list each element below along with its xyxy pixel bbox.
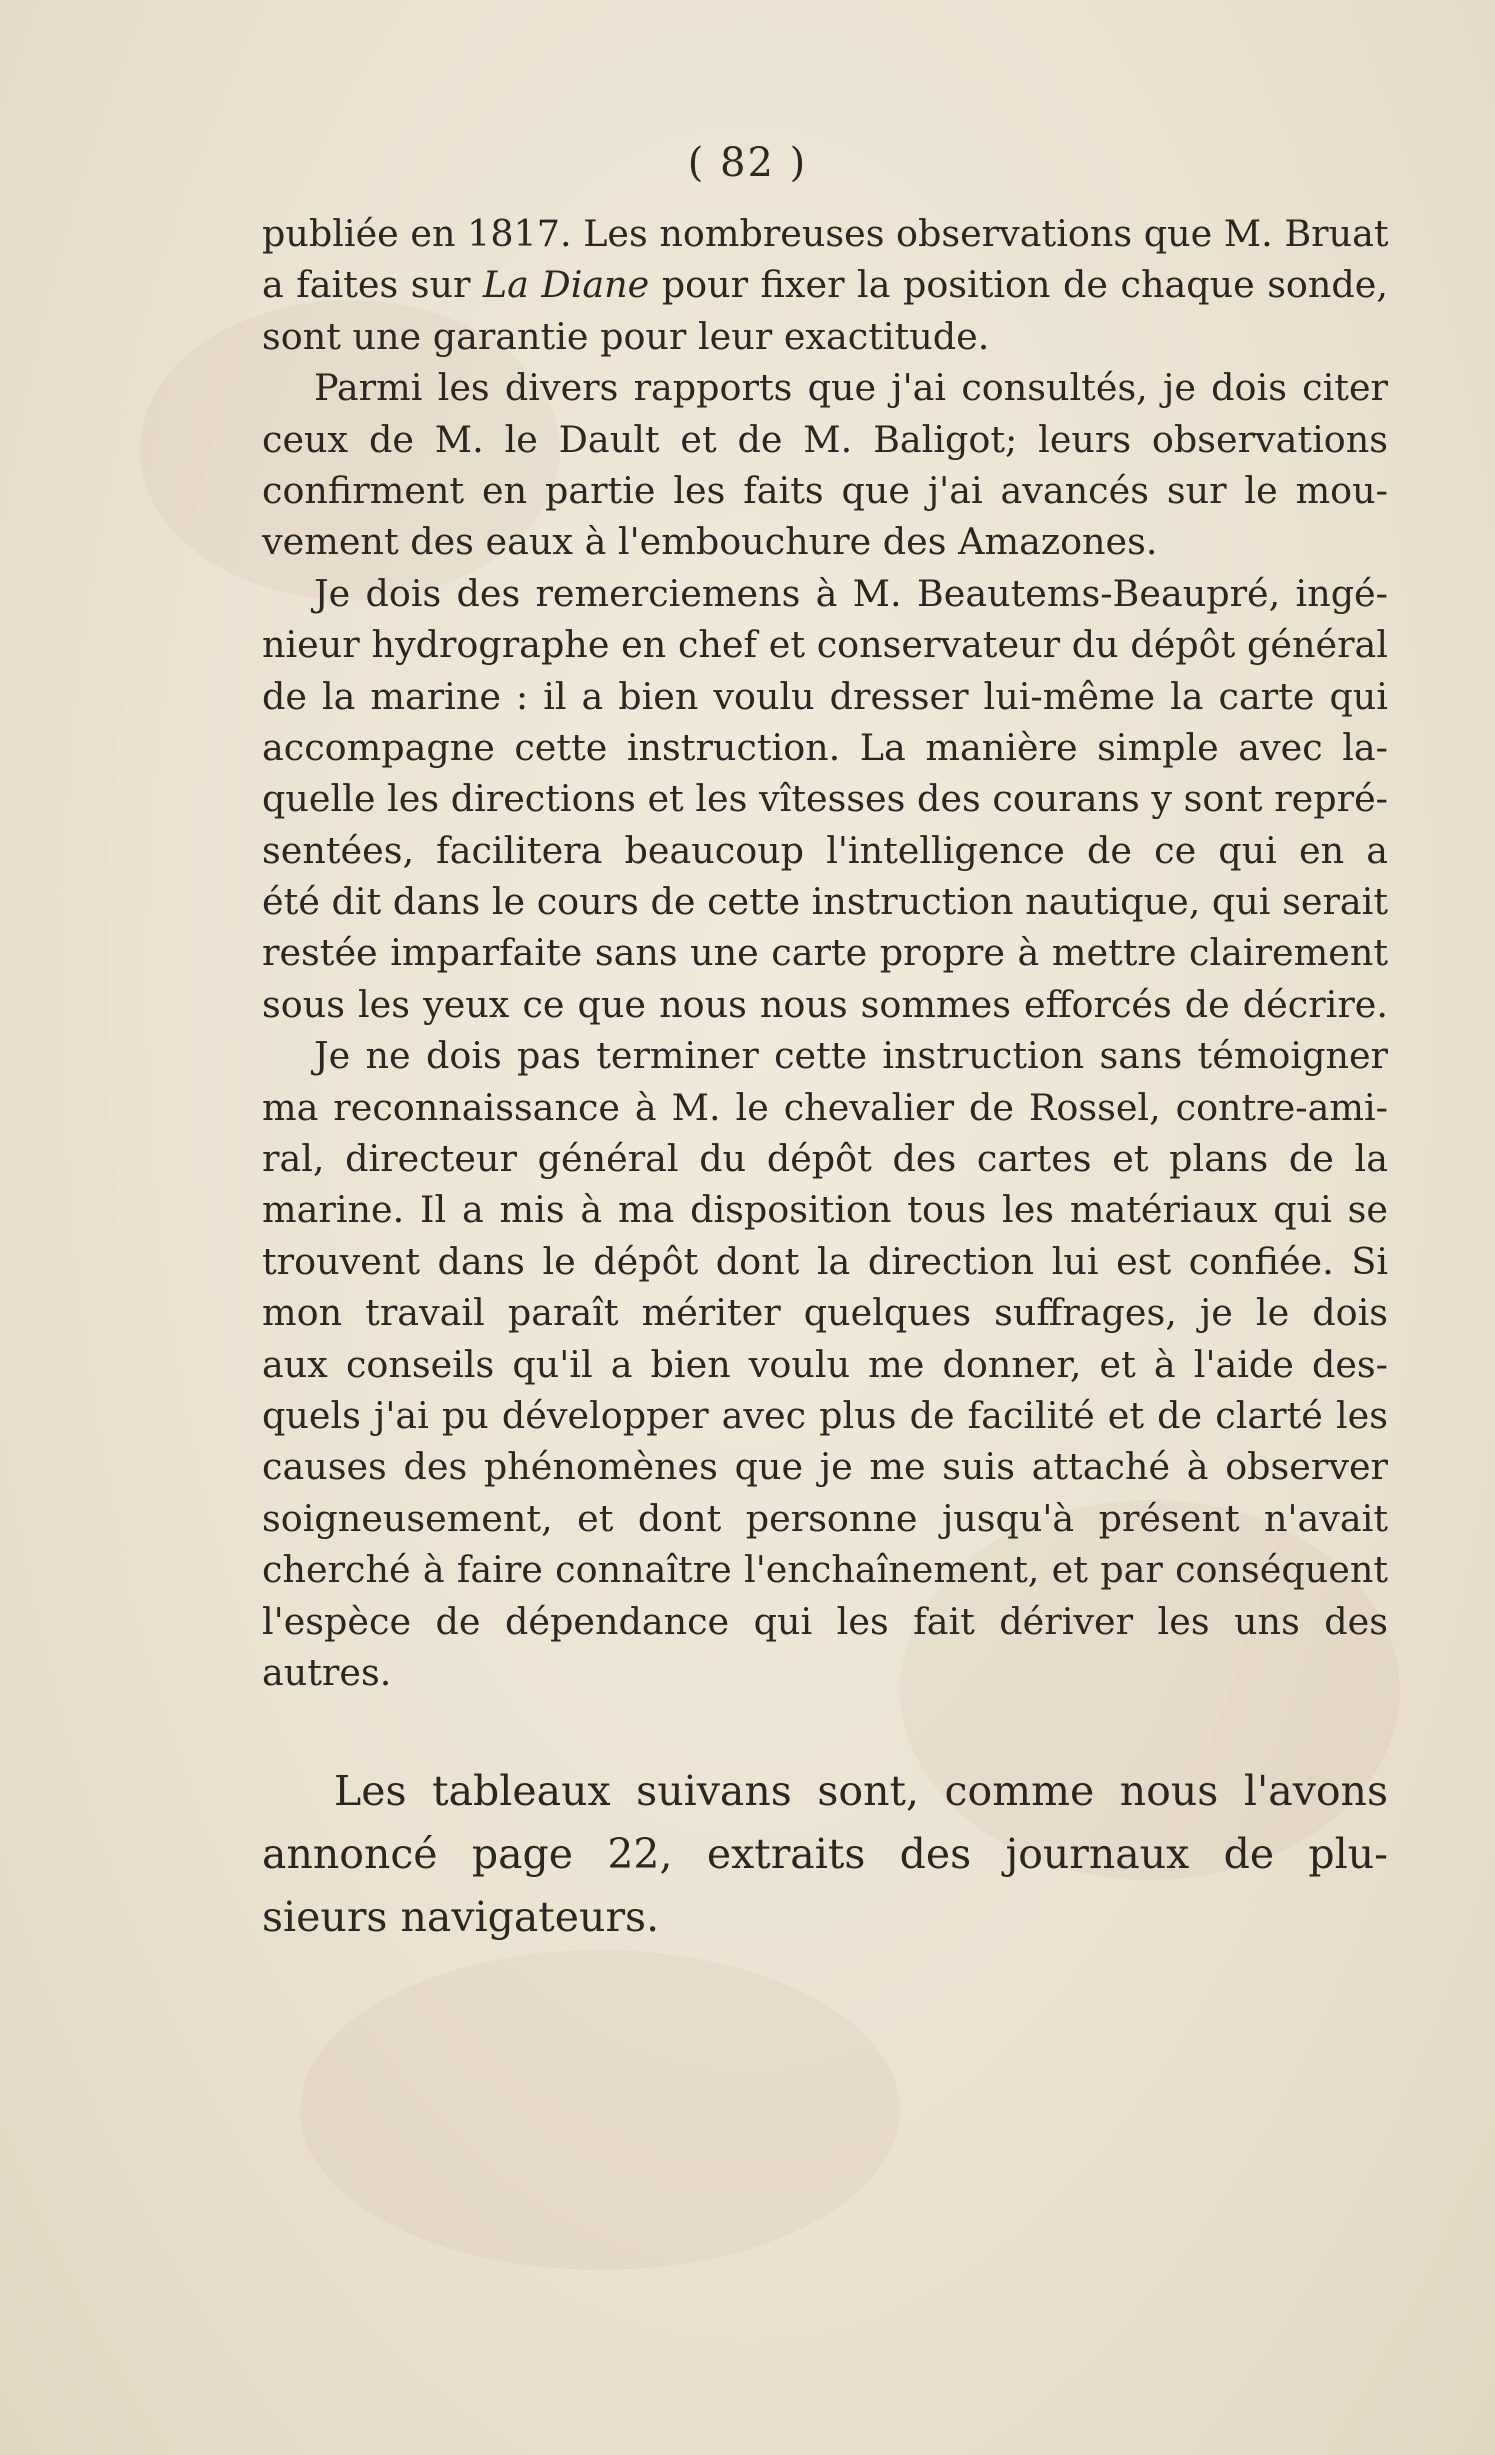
body-text	[262, 208, 1388, 1949]
text-fragment: a faites sur	[262, 263, 483, 307]
text-line: soigneusement, et dont personne jusqu'à présent n'avait	[262, 1496, 1388, 1540]
text-line: trouvent dans le dépôt dont la direction lui est confiée. Si	[262, 1239, 1388, 1283]
paragraph-start: Je dois des remerciemens à M. Beautems-Beaupré, ingé-	[314, 571, 1388, 615]
closing-line: sieurs navigateurs.	[262, 1893, 660, 1942]
paragraph-start: Parmi les divers rapports que j'ai consultés, je dois citer	[314, 366, 1388, 410]
closing-line: annoncé page 22, extraits des journaux de plu-	[262, 1830, 1388, 1879]
section-gap	[262, 1698, 1388, 1760]
text-line: ral, directeur général du dépôt des cartes et plans de la	[262, 1137, 1388, 1181]
ship-name: La Diane	[482, 263, 650, 307]
paragraph-start: Je ne dois pas terminer cette instruction sans témoigner	[314, 1034, 1388, 1078]
text-line: de la marine : il a bien voulu dresser lui-même la carte qui	[262, 674, 1388, 718]
text-line: restée imparfaite sans une carte propre à mettre clairement	[262, 931, 1388, 975]
text-line: aux conseils qu'il a bien voulu me donner, et à l'aide des-	[262, 1342, 1388, 1386]
page-number: ( 82 )	[687, 140, 808, 186]
text-line: publiée en 1817. Les nombreuses observations que M. Bruat	[262, 212, 1389, 255]
text-line: cherché à faire connaître l'enchaînement, et par conséquent	[262, 1548, 1388, 1592]
text-line: autres.	[262, 1650, 392, 1694]
text-line: sentées, facilitera beaucoup l'intelligence de ce qui en a	[262, 828, 1388, 872]
text-line: été dit dans le cours de cette instruction nautique, qui serait	[262, 880, 1388, 924]
text-line: vement des eaux à l'embouchure des Amazones.	[262, 520, 1158, 564]
text-line: quels j'ai pu développer avec plus de facilité et de clarté les	[262, 1393, 1388, 1437]
text-line: ceux de M. le Dault et de M. Baligot; leurs observations	[262, 417, 1388, 461]
text-fragment: pour fixer la position de chaque sonde,	[649, 263, 1388, 307]
text-line: quelle les directions et les vîtesses des courans y sont repré-	[262, 777, 1388, 821]
text-line: mon travail paraît mériter quelques suffrages, je le dois	[262, 1291, 1388, 1335]
closing-line: Les tableaux suivans sont, comme nous l'avons	[334, 1767, 1388, 1816]
text-line: sous les yeux ce que nous nous sommes efforcés de décrire.	[262, 982, 1388, 1026]
text-line: confirment en partie les faits que j'ai avancés sur le mou-	[262, 468, 1388, 512]
text-line	[262, 259, 1388, 310]
text-line: marine. Il a mis à ma disposition tous les matériaux qui se	[262, 1188, 1388, 1232]
text-line: sont une garantie pour leur exactitude.	[262, 314, 990, 358]
text-line: ma reconnaissance à M. le chevalier de Rossel, contre-ami-	[262, 1085, 1388, 1129]
text-line: nieur hydrographe en chef et conservateur du dépôt général	[262, 623, 1388, 667]
closing-paragraph	[262, 1760, 1388, 1949]
text-line: causes des phénomènes que je me suis attaché à observer	[262, 1445, 1388, 1489]
text-line: l'espèce de dépendance qui les fait dériver les uns des	[262, 1599, 1388, 1643]
text-line: accompagne cette instruction. La manière simple avec la-	[262, 725, 1388, 769]
paper-stain	[300, 1950, 900, 2270]
